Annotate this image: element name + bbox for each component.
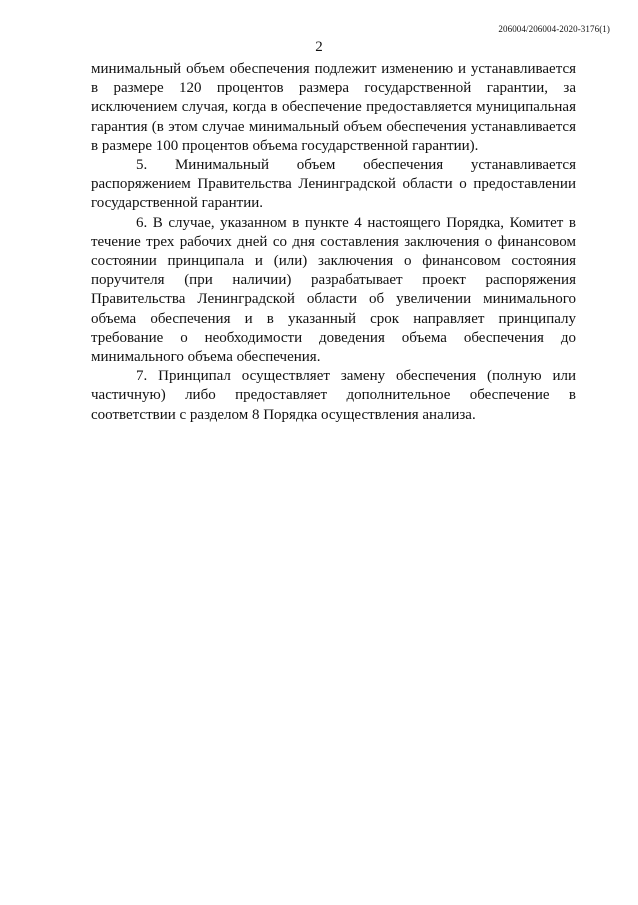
paragraph-continuation: минимальный объем обеспечения подлежит изменению и устанавливается в размере 120 процентов размера государственной гарантии, за исключением случая, когда в обеспечение предоставляется муниципальная гарантия (в этом случае минимальный объем обеспечения устанавливается в размере 100 процентов объема государственной гарантии). bbox=[91, 61, 576, 154]
paragraph-6: 6. В случае, указанном в пункте 4 настоящего Порядка, Комитет в течение трех рабочих дней со дня составления заключения о финансовом состоянии принципала и (или) заключения о финансовом состояния поручителя (при наличии) разрабатывает проект распоряжения Правительства Ленинградской области об увеличении минимального объема обеспечения и в указанный срок направляет принципалу требование о необходимости доведения объема обеспечения до минимального объема обеспечения. bbox=[91, 214, 576, 366]
document-id: 206004/206004-2020-3176(1) bbox=[498, 24, 610, 34]
page-number: 2 bbox=[315, 39, 323, 55]
paragraph-7: 7. Принципал осуществляет замену обеспечения (полную или частичную) либо предоставляет дополнительное обеспечение в соответствии с разделом 8 Порядка осуществления анализа. bbox=[91, 368, 576, 423]
paragraph-5: 5. Минимальный объем обеспечения устанавливается распоряжением Правительства Ленинградской области о предоставлении государственной гарантии. bbox=[91, 157, 576, 212]
document-body bbox=[91, 60, 576, 425]
